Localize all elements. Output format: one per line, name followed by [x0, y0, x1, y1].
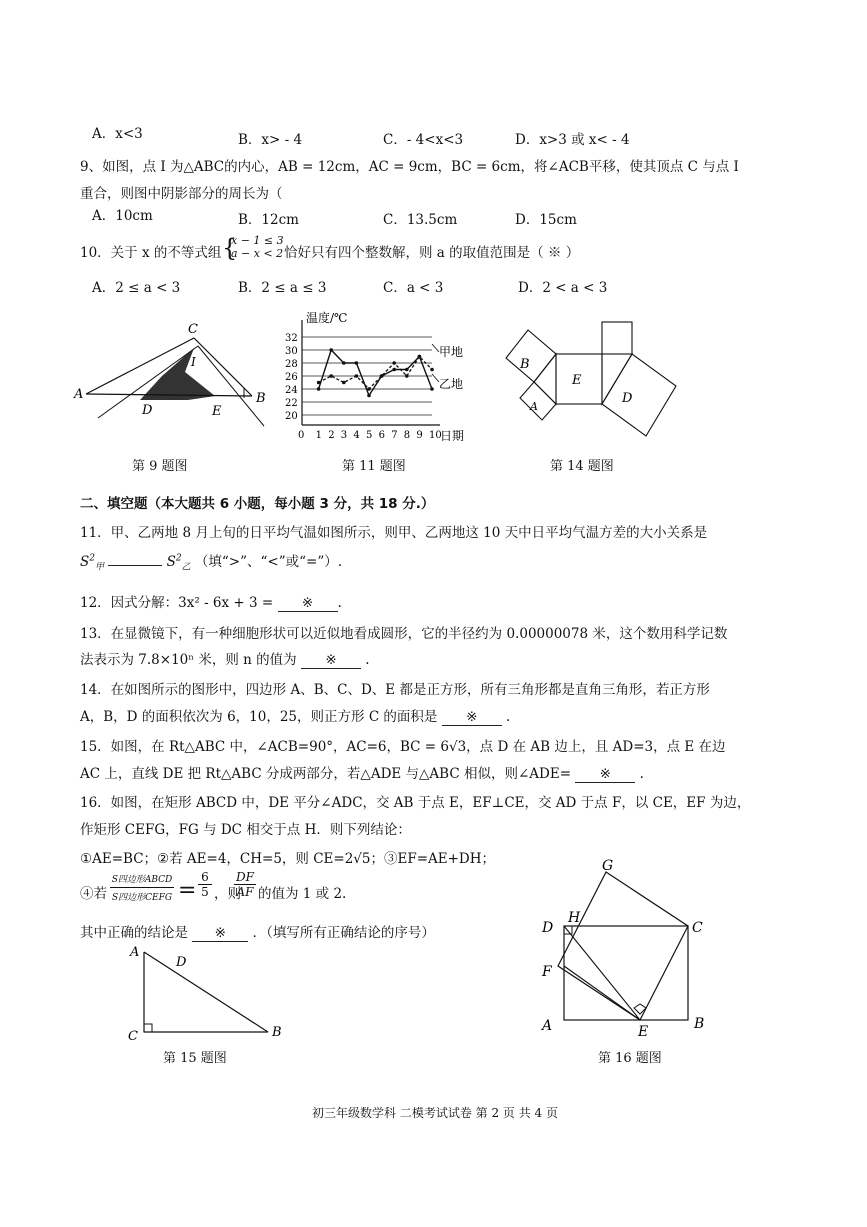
fig15-label-c: C: [128, 1029, 138, 1044]
fig14-label-d: D: [622, 391, 633, 406]
chart-data-point: [392, 361, 396, 365]
chart-x-tick-label: 8: [403, 430, 411, 441]
q15-end: .: [639, 766, 644, 782]
figure-15: [120, 940, 290, 1045]
chart-data-point: [329, 348, 333, 352]
chart-data-point: [418, 355, 422, 359]
fig9-label-d: D: [142, 403, 153, 418]
q12-end: .: [337, 595, 342, 611]
q16-mid: ，则: [214, 886, 241, 902]
q16-frac-num: S四边形ABCD: [110, 872, 174, 888]
chart-y-tick-label: 24: [285, 385, 298, 396]
q14-text-line1: 14．在如图所示的图形中，四边形 A、B、C、D、E 都是正方形，所有三角形都是直角三角形，若正方形: [80, 682, 710, 698]
q11-answer-blank[interactable]: [108, 565, 162, 566]
q16-text-line2: 作矩形 CEFG，FG 与 DC 相交于点 H．则下列结论：: [80, 822, 411, 838]
chart-x-tick-label: 3: [340, 430, 348, 441]
chart-data-point: [405, 374, 409, 378]
q9-option-a: A．10cm: [92, 208, 153, 224]
fig14-label-e: E: [572, 373, 582, 388]
q10-sys-line2: a − x < 2: [231, 247, 284, 260]
fig16-label-b: B: [694, 1016, 705, 1032]
chart-data-point: [367, 394, 371, 398]
chart-data-point: [367, 387, 371, 391]
fig16-label-a: A: [542, 1018, 553, 1034]
q9-option-d: D．15cm: [515, 212, 577, 228]
fig16-rect-abcd: [564, 926, 688, 1020]
q11-text-line1: 11．甲、乙两地 8 月上旬的日平均气温如图所示，则甲、乙两地这 10 天中日平均气温方差的大小关系是: [80, 525, 708, 541]
chart-x-tick-label: 10: [429, 430, 442, 441]
fig9-caption: 第 9 题图: [132, 459, 188, 474]
q14-end: .: [506, 709, 511, 725]
chart-x-tick-label: 6: [378, 430, 385, 441]
chart-y-tick-label: 20: [285, 411, 298, 422]
chart-label-jia: 甲地: [439, 345, 464, 359]
chart-x-tick-label: 2: [328, 430, 335, 441]
chart-data-point: [317, 381, 321, 385]
chart-data-point: [392, 368, 396, 372]
chart-data-point: [405, 368, 409, 372]
q8-option-d: D．x>3 或 x< - 4: [515, 132, 630, 148]
q16-ratio-fraction: [110, 872, 174, 903]
fig15-label-a: A: [130, 945, 140, 960]
q11-sub-jia: 甲: [94, 562, 104, 573]
chart-x-tick-label: 1: [315, 430, 322, 441]
chart-x-tick-label: 5: [366, 430, 373, 441]
fig9-label-i: I: [191, 355, 196, 369]
fig16-label-h: H: [568, 910, 581, 926]
q16-af: AF: [236, 885, 254, 899]
fig9-label-e: E: [212, 404, 222, 419]
q14-text-line2: A，B，D 的面积依次为 6，10，25，则正方形 C 的面积是: [80, 709, 438, 725]
figure-9: [70, 318, 270, 430]
q10-prefix: 10．关于 x 的不等式组: [80, 245, 222, 261]
q15-answer-blank[interactable]: ※: [575, 766, 635, 783]
fig14-label-b: B: [520, 357, 530, 372]
q11-sub-yi: 乙: [181, 562, 191, 573]
chart-data-point: [342, 381, 346, 385]
q10-sys-line1: x − 1 ≤ 3: [231, 234, 284, 247]
q16-df-af-fraction: [234, 870, 256, 899]
chart-data-point: [355, 374, 359, 378]
q16-eq: =: [178, 878, 197, 903]
fig16-label-d: D: [542, 920, 554, 936]
chart-x-tick-label: 9: [416, 430, 423, 441]
q13-line2: [80, 648, 370, 669]
q16-text-line5: 其中正确的结论是: [80, 925, 188, 941]
chart-ylabel: 温度/℃: [306, 311, 348, 325]
chart-data-point: [342, 361, 346, 365]
q16-val-num: 6: [198, 870, 212, 885]
q8-option-a: A．x<3: [92, 126, 143, 142]
q14-answer-blank[interactable]: ※: [442, 709, 502, 726]
q10-option-b: B．2 ≤ a ≤ 3: [238, 280, 327, 296]
q16-val-den: 5: [201, 885, 209, 899]
q9-text-line1: 9、如图，点 I 为△ABC的内心，AB = 12cm，AC = 9cm，BC = 6cm，将∠ACB平移，使其顶点 C 与点 I: [80, 159, 739, 175]
fig16-label-f: F: [542, 964, 552, 980]
fig15-caption: 第 15 题图: [163, 1051, 227, 1066]
chart-data-point: [317, 387, 321, 391]
chart-y-tick-label: 28: [285, 359, 298, 370]
q13-text-line1: 13．在显微镜下，有一种细胞形状可以近似地看成圆形，它的半径约为 0.00000078 米，这个数用科学记数: [80, 626, 728, 642]
q12-answer-blank[interactable]: ※: [278, 595, 338, 612]
q12-text: 12．因式分解：3x² - 6x + 3 =: [80, 595, 274, 611]
q16-frac-den: S四边形CEFG: [111, 893, 173, 903]
chart-data-point: [430, 387, 434, 391]
fig14-square-d: [602, 354, 676, 436]
fig16-rect-cefg: [558, 872, 688, 1020]
figure-11-chart: [282, 310, 482, 445]
q16-line5: [80, 921, 435, 942]
q11-s-yi: S: [166, 554, 176, 570]
q16-text-line1: 16．如图，在矩形 ABCD 中，DE 平分∠ADC，交 AB 于点 E，EF⊥CE，交 AD 于点 F，以 CE，EF 为边，: [80, 795, 751, 811]
figure-14: [498, 318, 688, 438]
fig14-caption: 第 14 题图: [550, 459, 614, 474]
q10-option-d: D．2 < a < 3: [518, 280, 608, 296]
chart-y-tick-label: 26: [285, 372, 298, 383]
chart-label-yi: 乙地: [439, 377, 464, 391]
section2-title: 二、填空题（本大题共 6 小题，每小题 3 分，共 18 分.）: [80, 496, 435, 512]
fig16-label-c: C: [692, 920, 703, 936]
fig9-label-a: A: [74, 387, 84, 402]
q8-option-c: C．- 4<x<3: [383, 132, 464, 148]
chart-y-tick-label: 22: [285, 398, 298, 409]
chart-data-point: [430, 368, 434, 372]
q10-option-c: C．a < 3: [383, 280, 444, 296]
q15-line2: [80, 762, 644, 783]
chart-xlabel: 日期: [440, 429, 465, 443]
chart-y-tick-label: 30: [285, 346, 298, 357]
fig9-label-b: B: [256, 391, 266, 406]
chart-x-tick-label: 0: [298, 430, 305, 441]
q9-option-b: B．12cm: [238, 212, 299, 228]
q16-line4-prefix: ④若: [80, 886, 107, 902]
q16-text-line3: ①AE=BC；②若 AE=4，CH=5，则 CE=2√5；③EF=AE+DH；: [80, 851, 496, 867]
fig16-caption: 第 16 题图: [598, 1051, 662, 1066]
q8-option-b: B．x> - 4: [238, 132, 303, 148]
q16-value-fraction: [198, 870, 212, 899]
fig15-label-b: B: [272, 1025, 282, 1040]
q10-suffix: 恰好只有四个整数解，则 a 的取值范围是（ ※ ）: [284, 245, 580, 261]
fig16-label-g: G: [602, 858, 614, 874]
q14-line2: [80, 705, 510, 726]
fig16-label-e: E: [638, 1024, 649, 1038]
q11-s-jia: S: [80, 554, 90, 570]
fig15-label-d: D: [176, 955, 187, 970]
fig14-square-b: [506, 330, 556, 382]
q9-text-line2: 重合，则图中阴影部分的周长为（: [80, 186, 283, 202]
q12-line: [80, 591, 342, 612]
q16-line4-suffix: 的值为 1 或 2.: [258, 886, 347, 902]
q11-sup-jia: 2: [89, 553, 95, 564]
q11-tail: （填“>”、“<”或“=”）.: [194, 554, 343, 570]
q10-option-a: A．2 ≤ a < 3: [92, 280, 181, 296]
fig9-shaded-region: [140, 348, 215, 400]
q16-df: DF: [234, 870, 256, 885]
figure-16: [530, 858, 720, 1038]
fig11-caption: 第 11 题图: [342, 459, 406, 474]
fig14-label-a: A: [530, 400, 538, 413]
chart-x-tick-label: 4: [353, 430, 360, 441]
q16-answer-blank[interactable]: ※: [192, 925, 248, 942]
q15-text-line2: AC 上，直线 DE 把 Rt△ABC 分成两部分，若△ADE 与△ABC 相似，则∠ADE=: [80, 766, 572, 782]
fig9-label-c: C: [188, 322, 198, 337]
chart-y-tick-label: 32: [285, 333, 298, 344]
q11-text-line2: [80, 550, 342, 573]
q15-text-line1: 15．如图，在 Rt△ABC 中，∠ACB=90°，AC=6，BC = 6√3，点 D 在 AB 边上，且 AD=3，点 E 在边: [80, 739, 726, 755]
q13-end: .: [365, 652, 370, 668]
chart-data-point: [329, 374, 333, 378]
q11-sup-yi: 2: [175, 553, 182, 564]
chart-data-point: [355, 361, 359, 365]
fig14-square-c: [602, 322, 632, 354]
chart-x-tick-label: 7: [391, 430, 398, 441]
chart-data-point: [380, 374, 384, 378]
q13-answer-blank[interactable]: ※: [301, 652, 361, 669]
q16-line5-tail: ．（填写所有正确结论的序号）: [252, 925, 435, 941]
q9-option-c: C．13.5cm: [383, 212, 458, 228]
fig14-square-a: [520, 382, 556, 420]
q13-text-line2: 法表示为 7.8×10ⁿ 米，则 n 的值为: [80, 652, 297, 668]
page-footer: 初三年级数学科 二模考试试卷 第 2 页 共 4 页: [312, 1106, 558, 1120]
